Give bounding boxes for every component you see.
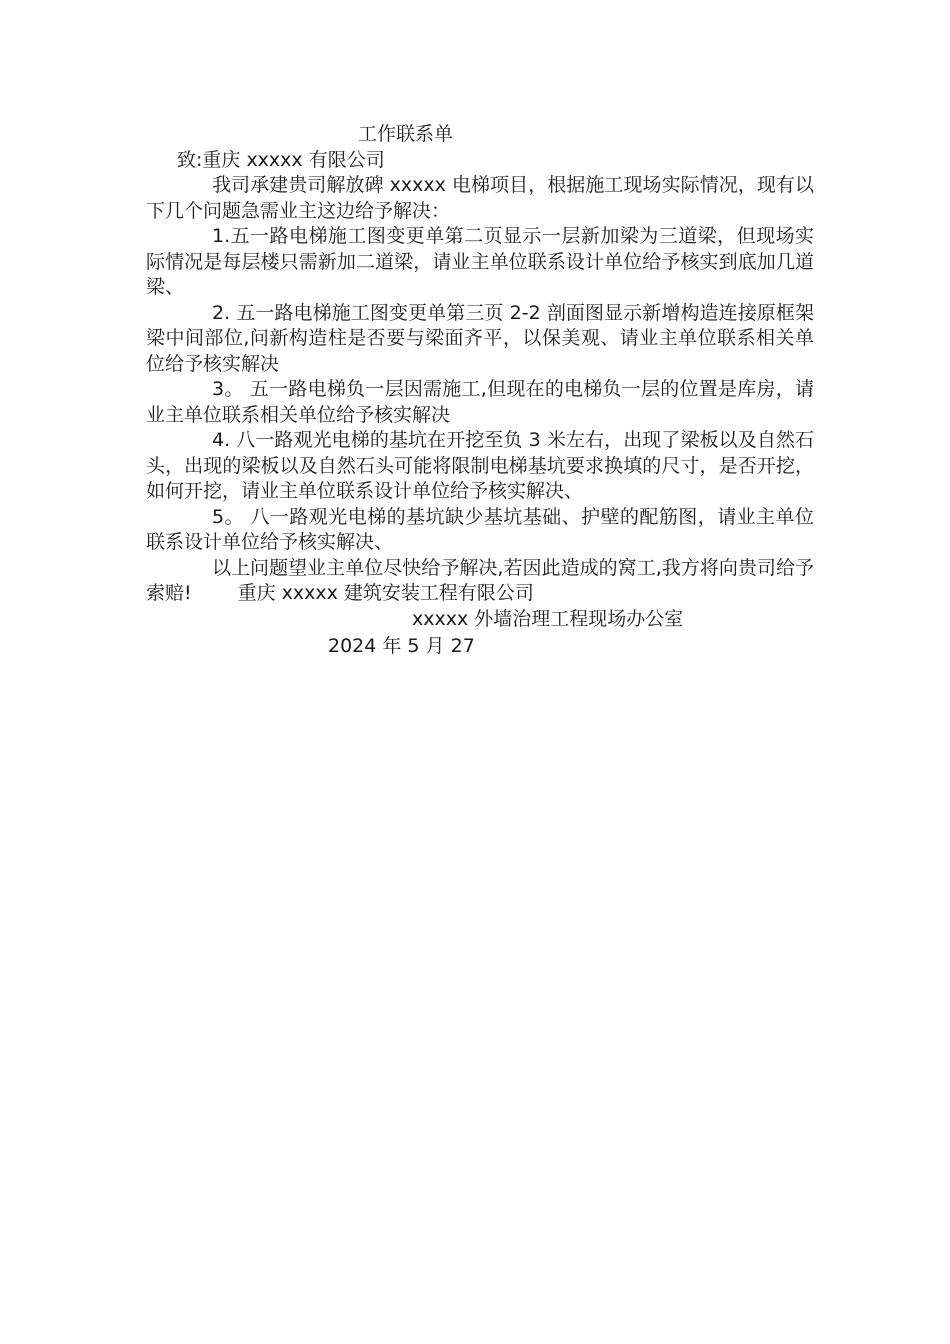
sender-company: 重庆 xxxxx 建筑安装工程有限公司 [237, 582, 534, 604]
issue-item-3: 3。 五一路电梯负一层因需施工,但现在的电梯负一层的位置是库房，请业主单位联系相关单位给予核实解决 [146, 378, 814, 426]
closing-paragraph [146, 556, 814, 607]
issue-item-5: 5。 八一路观光电梯的基坑缺少基坑基础、护壁的配筋图，请业主单位联系设计单位给予核实解决、 [146, 505, 814, 553]
document-body [146, 122, 814, 660]
issue-item-2: 2. 五一路电梯施工图变更单第三页 2-2 剖面图显示新增构造连接原框架梁中间部位,问新构造柱是否要与梁面齐平，以保美观、请业主单位联系相关单位给予核实解决 [146, 301, 814, 375]
closing-text: 以上问题望业主单位尽快给予解决,若因此造成的窝工,我方将向贵司给予索赔! [146, 556, 814, 604]
sender-office: xxxxx 外墙治理工程现场办公室 [412, 607, 684, 630]
issue-item-1: 1.五一路电梯施工图变更单第二页显示一层新加梁为三道梁，但现场实际情况是每层楼只需新加二道梁，请业主单位联系设计单位给予核实到底加几道梁、 [146, 225, 814, 298]
intro-paragraph: 我司承建贵司解放碑 xxxxx 电梯项目，根据施工现场实际情况，现有以下几个问题急需业主这边给予解决： [146, 174, 814, 222]
document-date: 2024 年 5 月 27 [328, 635, 475, 657]
recipient-line: 致:重庆 xxxxx 有限公司 [177, 148, 385, 171]
issue-item-4: 4. 八一路观光电梯的基坑在开挖至负 3 米左右，出现了梁板以及自然石头，出现的梁板以及自然石头可能将限制电梯基坑要求换填的尺寸，是否开挖，如何开挖，请业主单位联系设计单位给予核实解决、 [146, 429, 814, 502]
document-title: 工作联系单 [358, 123, 454, 145]
